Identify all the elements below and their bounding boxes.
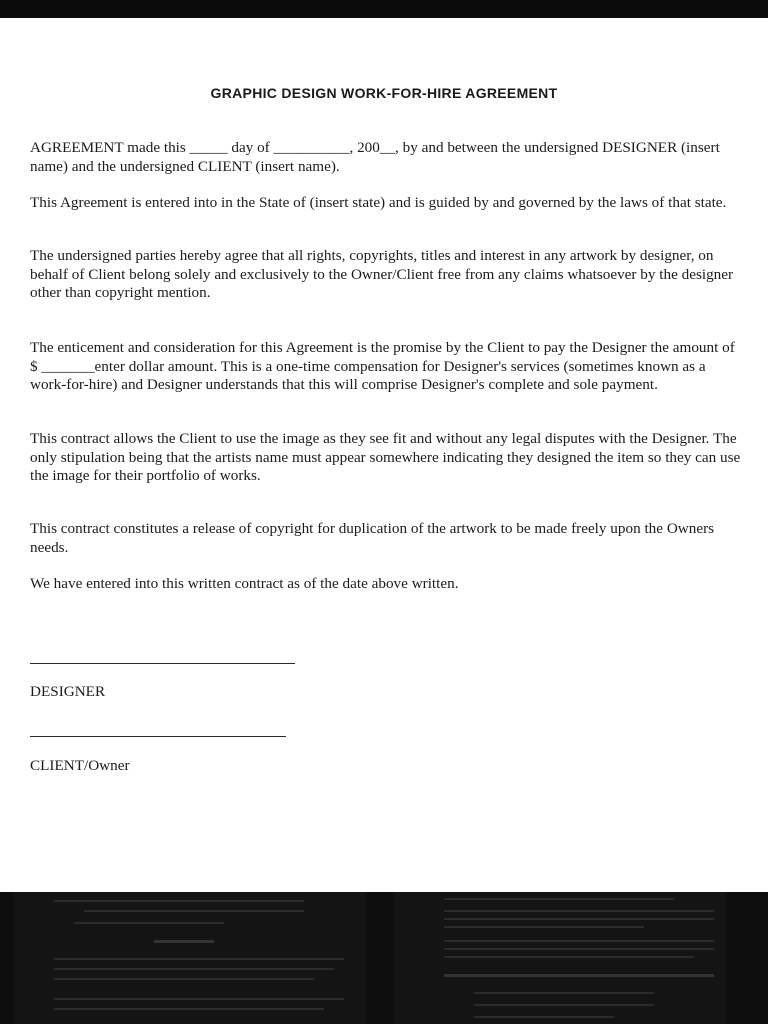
client-label: CLIENT/Owner [30,757,130,774]
background-page-preview-right [394,892,726,1024]
paragraph-agreement-date: AGREEMENT made this _____ day of __________, 200__, by and between the undersigned DESIGNER (insert name) and the undersigned CLIENT (insert name). [30,139,720,175]
paragraph-usage: This contract allows the Client to use the image as they see fit and without any legal disputes with the Designer. The only stipulation being that the artists name must appear somewhere indicating they designed the item so they can use the image for their portfolio of works. [30,430,741,484]
designer-label: DESIGNER [30,683,106,700]
designer-signature-line [30,663,295,664]
paragraph-copyright-release: This contract constitutes a release of copyright for duplication of the artwork to be made freely upon the Owners needs. [30,520,715,556]
background-page-preview-left [14,892,366,1024]
paragraph-governing-law: This Agreement is entered into in the State of (insert state) and is guided by and governed by the laws of that state. [30,194,727,211]
viewer-top-bar [0,0,768,18]
paragraph-rights: The undersigned parties hereby agree that all rights, copyrights, titles and interest in any artwork by designer, on behalf of Client belong solely and exclusively to the Owner/Client free from any claims whatsoever by the designer other than copyright mention. [30,247,734,301]
document-title: GRAPHIC DESIGN WORK-FOR-HIRE AGREEMENT [210,85,558,101]
paragraph-closing: We have entered into this written contract as of the date above written. [30,575,459,592]
client-signature-line [30,736,286,737]
paragraph-compensation: The enticement and consideration for this Agreement is the promise by the Client to pay the Designer the amount of $ _______enter dollar amount. This is a one-time compensation for Designer's services (sometimes known as a work-for-hire) and Designer understands that this will comprise Designer's complete and sole payment. [30,339,735,393]
document-page[interactable] [0,18,768,892]
